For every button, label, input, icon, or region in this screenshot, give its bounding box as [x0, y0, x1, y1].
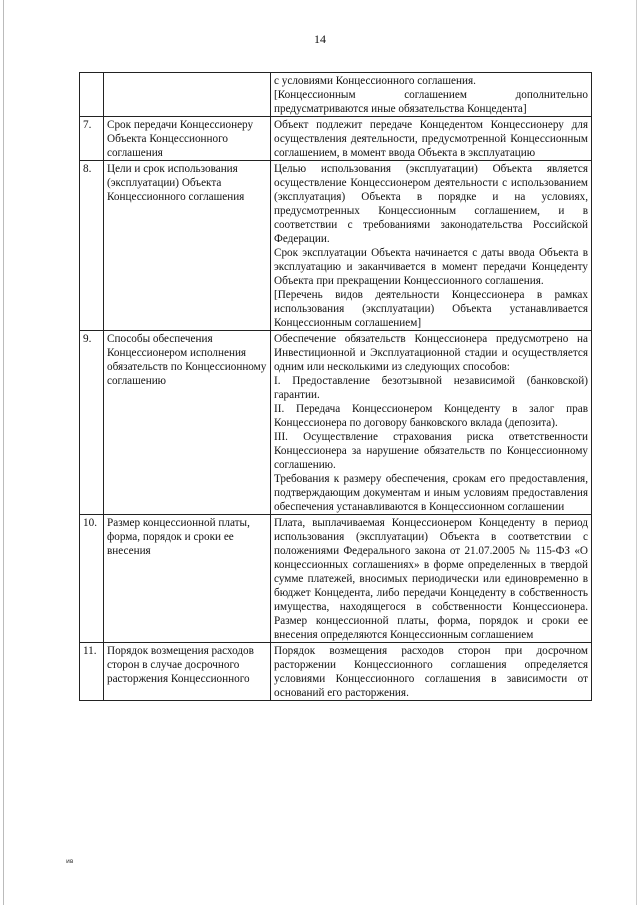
content-paragraph: Порядок возмещения расходов сторон при досрочном расторжении Концессионного соглашения определяется условиями Концессионного соглашения в зависимости от оснований его расторжения.: [274, 645, 588, 699]
content-paragraph: Целью использования (эксплуатации) Объекта является осуществление Концессионером деятельности с использованием (эксплуатация) Объекта в порядке и на условиях, предусмотренных Концессионным соглашением, и в соответствии с требованиями законодательства Российской Федерации.: [274, 163, 588, 245]
row-number: 8.: [80, 161, 104, 331]
table-row: [80, 331, 592, 515]
row-heading: Размер концессионной платы, форма, порядок и сроки ее внесения: [104, 515, 271, 643]
row-number: [80, 73, 104, 117]
table-row: [80, 161, 592, 331]
table-row: [80, 117, 592, 161]
row-content: [271, 117, 592, 161]
content-paragraph: Объект подлежит передаче Концедентом Концессионеру для осуществления деятельности, предусмотренной Концессионным соглашением, в момент ввода Объекта в эксплуатацию: [274, 119, 588, 159]
table-row: [80, 515, 592, 643]
content-paragraph: Обеспечение обязательств Концессионера предусмотрено на Инвестиционной и Эксплуатационной стадии и осуществляется одним или несколькими из следующих способов:: [274, 333, 588, 373]
content-paragraph: Срок эксплуатации Объекта начинается с даты ввода Объекта в эксплуатацию и заканчивается в момент передачи Концеденту Объекта при прекращении Концессионного соглашения.: [274, 247, 588, 287]
content-paragraph: Плата, выплачиваемая Концессионером Концеденту в период использования (эксплуатации) Объекта в соответствии с положениями Федерального закона от 21.07.2005 № 115-ФЗ «О концессионных соглашениях» в форме определенных в твердой сумме платежей, вносимых периодически или единовременно в бюджет Концедента, либо передачи Концеденту в собственность имущества, находящегося в собственности Концессионера. Размер концессионной платы, форма, порядок и сроки ее внесения определяются Концессионным соглашением: [274, 517, 588, 641]
scan-edge-left: [3, 0, 4, 905]
content-paragraph: [Концессионным соглашением дополнительно предусматриваются иные обязательства Концедента]: [274, 89, 588, 115]
row-heading: Способы обеспечения Концессионером исполнения обязательств по Концессионному соглашению: [104, 331, 271, 515]
row-heading: Цели и срок использования (эксплуатации) Объекта Концессионного соглашения: [104, 161, 271, 331]
footer-mark: ив: [66, 858, 74, 865]
content-paragraph: III. Осуществление страхования риска ответственности Концессионера за нарушение обязательств по Концессионному соглашению.: [274, 431, 588, 471]
row-heading: Срок передачи Концессионеру Объекта Концессионного соглашения: [104, 117, 271, 161]
row-content: [271, 73, 592, 117]
content-paragraph: II. Передача Концессионером Концеденту в залог прав Концессионера по договору банковского вклада (депозита).: [274, 403, 588, 429]
table-row: [80, 643, 592, 701]
table-body: [80, 73, 592, 701]
row-number: 7.: [80, 117, 104, 161]
row-heading: Порядок возмещения расходов сторон в случае досрочного расторжения Концессионного: [104, 643, 271, 701]
row-number: 11.: [80, 643, 104, 701]
row-number: 10.: [80, 515, 104, 643]
content-paragraph: [Перечень видов деятельности Концессионера в рамках использования (эксплуатации) Объекта устанавливается Концессионным соглашением]: [274, 289, 588, 329]
content-paragraph: I. Предоставление безотзывной независимой (банковской) гарантии.: [274, 375, 588, 401]
scan-edge-right: [636, 0, 637, 905]
row-content: [271, 331, 592, 515]
row-number: 9.: [80, 331, 104, 515]
concession-terms-table: [79, 72, 592, 701]
row-content: [271, 643, 592, 701]
row-heading: [104, 73, 271, 117]
content-paragraph: Требования к размеру обеспечения, срокам его предоставления, подтверждающим документам и иным условиям предоставления обеспечения устанавливаются в Концессионном соглашении: [274, 473, 588, 513]
table-row: [80, 73, 592, 117]
row-content: [271, 161, 592, 331]
content-paragraph: с условиями Концессионного соглашения.: [274, 75, 476, 87]
page-number: 14: [314, 32, 326, 46]
row-content: [271, 515, 592, 643]
